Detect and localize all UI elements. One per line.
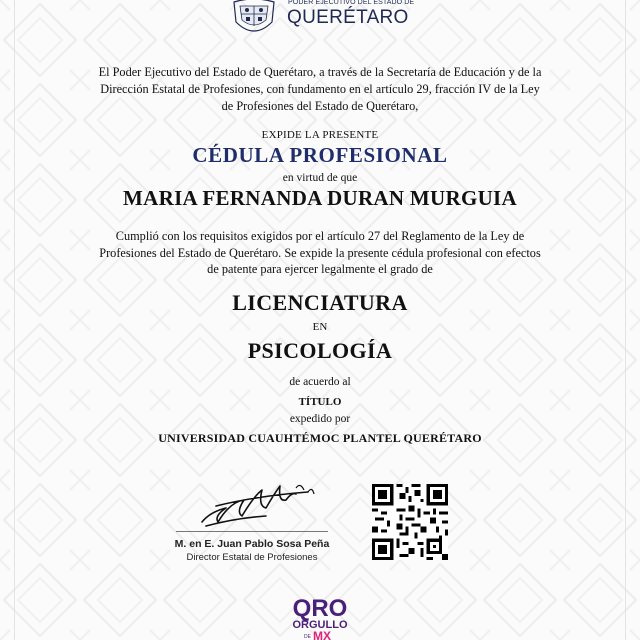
logo-orgullo-text: ORGULLO <box>292 619 348 631</box>
signature-image <box>196 472 322 532</box>
right-border <box>625 0 626 640</box>
institution-name: UNIVERSIDAD CUAUHTÉMOC PLANTEL QUERÉTARO <box>158 431 482 445</box>
intro-line: El Poder Ejecutivo del Estado de Querétaro, a través de la Secretaría de Educación y de la <box>98 65 542 79</box>
requirements-line: Profesiones del Estado de Querétaro. Se expide la presente cédula profesional con efectos <box>99 245 541 260</box>
logo-qro-text: QRO <box>292 595 348 622</box>
left-border <box>14 0 15 640</box>
logo-mx-text: MX <box>313 629 331 640</box>
state-crest-icon <box>228 0 280 36</box>
expedido-text: expedido por <box>289 413 351 425</box>
header-title: QUERÉTARO <box>287 7 409 28</box>
requirements-paragraph <box>40 228 600 278</box>
requirements-line: de patente para ejercer legalmente el grado de <box>207 262 433 277</box>
degree-field: PSICOLOGÍA <box>247 338 393 363</box>
holder-name: MARIA FERNANDA DURAN MURGUIA <box>123 186 517 210</box>
acuerdo-text: de acuerdo al <box>289 376 351 388</box>
intro-line: Dirección Estatal de Profesiones, con fundamento en el artículo 29, fracción IV de la Ley <box>100 82 540 97</box>
intro-paragraph <box>40 64 600 116</box>
titulo-text: TÍTULO <box>298 396 342 408</box>
header-subtitle: PODER EJECUTIVO DEL ESTADO DE <box>288 0 415 6</box>
intro-line: de Profesiones del Estado de Querétaro, <box>221 99 419 114</box>
en-text: EN <box>312 321 328 333</box>
signature-line <box>176 531 328 532</box>
qr-code-icon <box>372 484 448 560</box>
signer-role: Director Estatal de Profesiones <box>186 552 318 563</box>
signer-name: M. en E. Juan Pablo Sosa Peña <box>174 538 330 550</box>
degree-level: LICENCIATURA <box>232 290 408 315</box>
document-type-title: CÉDULA PROFESIONAL <box>192 143 448 167</box>
requirements-line: Cumplió con los requisitos exigidos por el artículo 27 del Reglamento de la Ley de <box>115 229 525 243</box>
qro-orgullo-logo <box>284 594 356 640</box>
virtud-text: en virtud de que <box>282 172 358 184</box>
header <box>228 0 428 36</box>
expide-text: EXPIDE LA PRESENTE <box>261 129 379 141</box>
logo-de-text: DE <box>304 634 311 640</box>
